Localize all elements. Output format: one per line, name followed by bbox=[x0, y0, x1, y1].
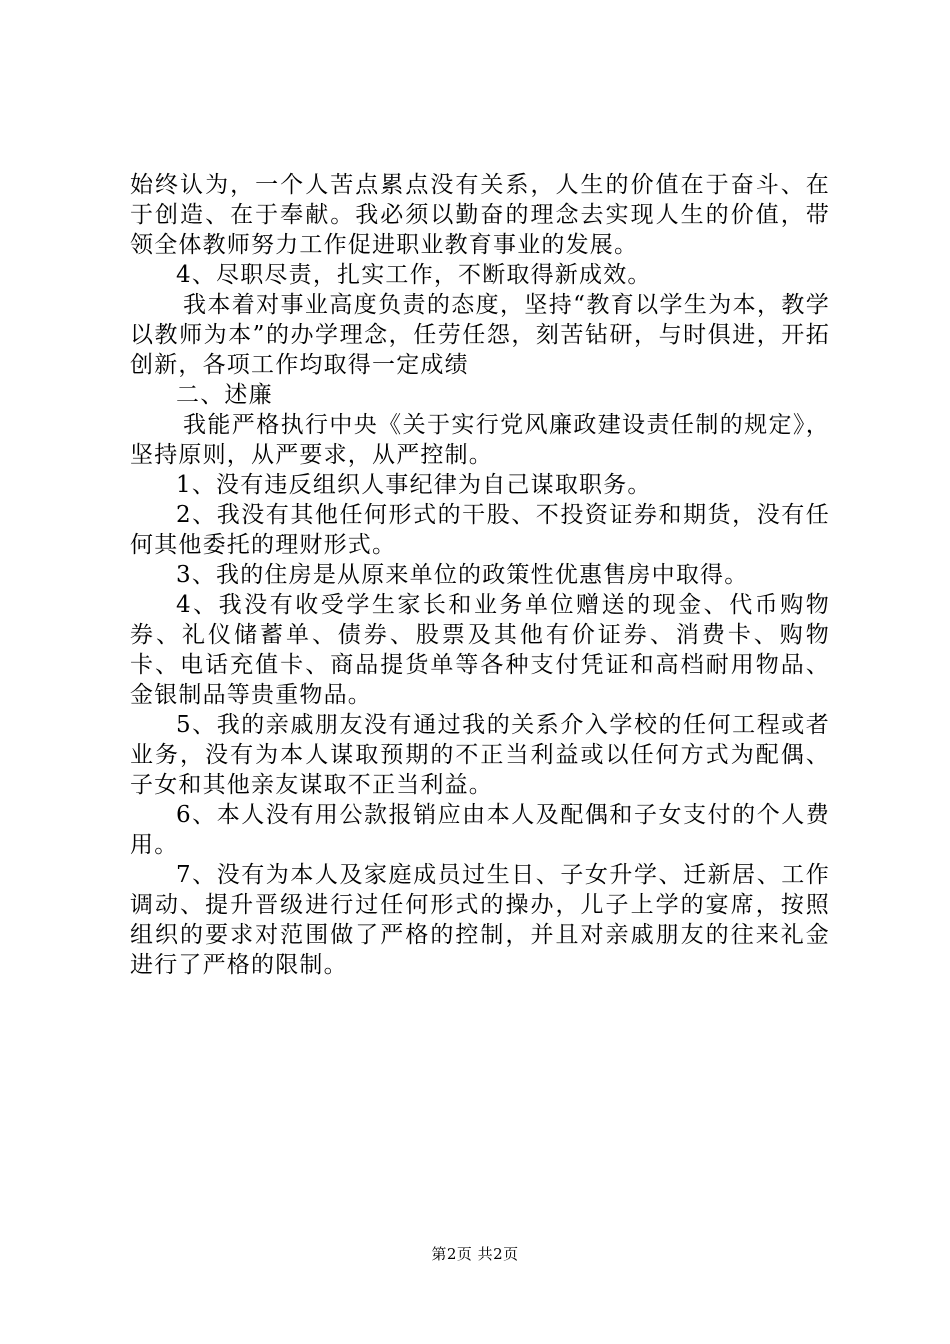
paragraph-integrity-item-6: 6、本人没有用公款报销应由本人及配偶和子女支付的个人费用。 bbox=[130, 802, 830, 858]
section-heading-integrity: 二、述廉 bbox=[176, 382, 273, 408]
paragraph-integrity-intro: 我能严格执行中央《关于实行党风廉政建设责任制的规定》，坚持原则，从严要求，从严控制。 bbox=[130, 412, 830, 468]
paragraph-integrity-item-3: 3、我的住房是从原来单位的政策性优惠售房中取得。 bbox=[176, 562, 749, 588]
page-number-footer: 第2页 共2页 bbox=[431, 1245, 519, 1263]
document-body bbox=[130, 170, 830, 980]
paragraph-integrity-item-4: 4、我没有收受学生家长和业务单位赠送的现金、代币购物券、礼仪储蓄单、债券、股票及其他有价证券、消费卡、购物卡、电话充值卡、商品提货单等各种支付凭证和高档耐用物品、金银制品等贵重物品。 bbox=[130, 592, 830, 708]
paragraph-integrity-item-2: 2、我没有其他任何形式的干股、不投资证券和期货，没有任何其他委托的理财形式。 bbox=[130, 502, 830, 558]
paragraph-item-4-heading: 4、尽职尽责，扎实工作，不断取得新成效。 bbox=[176, 262, 652, 288]
paragraph-integrity-item-5: 5、我的亲戚朋友没有通过我的关系介入学校的任何工程或者业务，没有为本人谋取预期的不正当利益或以任何方式为配偶、子女和其他亲友谋取不正当利益。 bbox=[130, 712, 830, 798]
paragraph-continuation: 始终认为，一个人苦点累点没有关系，人生的价值在于奋斗、在于创造、在于奉献。我必须以勤奋的理念去实现人生的价值，带领全体教师努力工作促进职业教育事业的发展。 bbox=[130, 172, 830, 258]
paragraph-integrity-item-7: 7、没有为本人及家庭成员过生日、子女升学、迁新居、工作调动、提升晋级进行过任何形式的操办，儿子上学的宴席，按照组织的要求对范围做了严格的控制，并且对亲戚朋友的往来礼金进行了严格的限制。 bbox=[130, 862, 830, 978]
paragraph-integrity-item-1: 1、没有违反组织人事纪律为自己谋取职务。 bbox=[176, 472, 652, 498]
paragraph-work-attitude: 我本着对事业高度负责的态度，坚持“教育以学生为本，教学以教师为本”的办学理念，任劳任怨，刻苦钻研，与时俱进，开拓创新，各项工作均取得一定成绩 bbox=[130, 292, 830, 378]
